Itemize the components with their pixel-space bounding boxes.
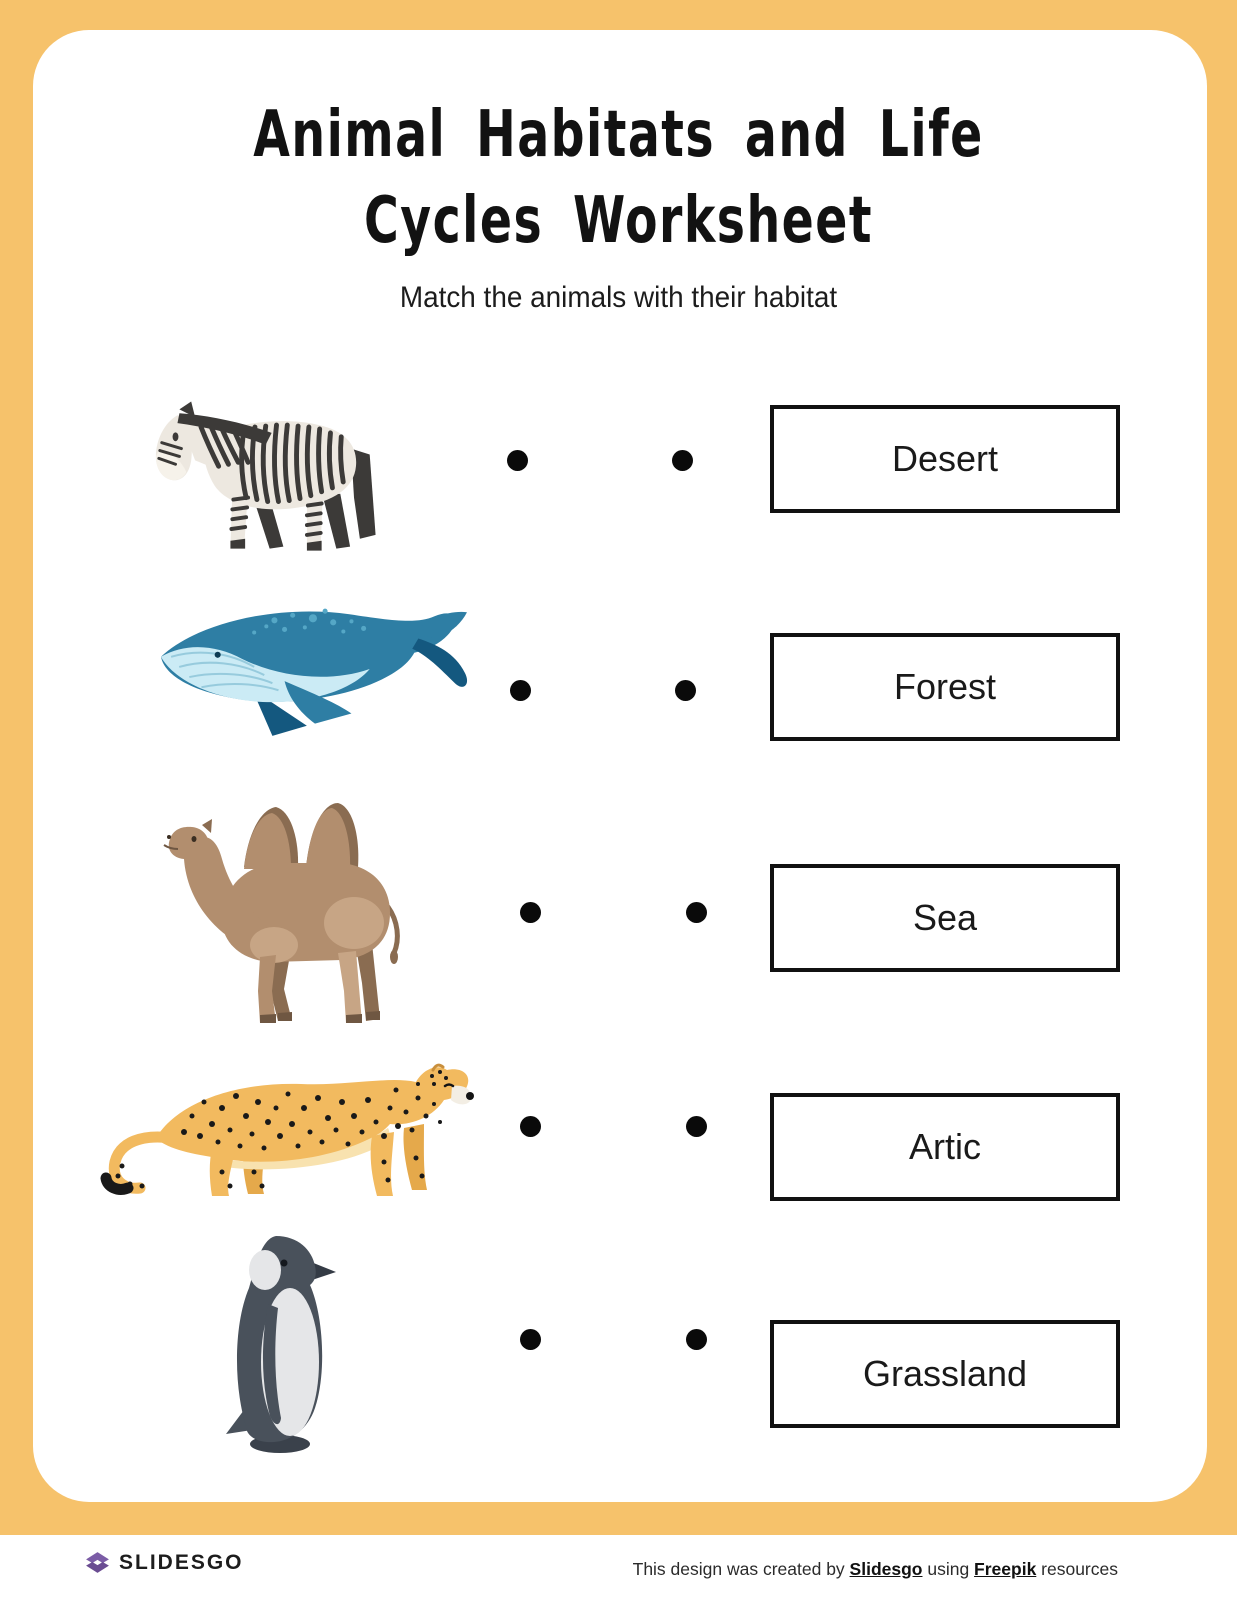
zebra-illustration[interactable] <box>150 398 405 558</box>
habitat-label: Sea <box>912 897 978 938</box>
cheetah-illustration[interactable] <box>96 1040 476 1205</box>
match-dot-habitat-3[interactable] <box>686 902 707 923</box>
slidesgo-link[interactable]: Slidesgo <box>849 1559 923 1579</box>
habitat-box-forest[interactable] <box>770 633 1120 741</box>
slidesgo-logo-text: SLIDESGO <box>119 1550 244 1574</box>
match-dot-animal-3[interactable] <box>520 902 541 923</box>
habitat-box-grassland[interactable] <box>770 1320 1120 1428</box>
habitat-label: Artic <box>909 1126 981 1167</box>
match-dot-animal-4[interactable] <box>520 1116 541 1137</box>
title-line-1: Animal Habitats and Life <box>253 98 984 172</box>
freepik-link[interactable]: Freepik <box>974 1559 1037 1579</box>
habitat-label: Desert <box>891 438 999 479</box>
whale-illustration[interactable] <box>152 596 482 748</box>
worksheet-subtitle: Match the animals with their habitat <box>399 281 838 314</box>
slidesgo-logo[interactable] <box>84 1549 244 1576</box>
credit-suffix: resources <box>1036 1559 1118 1579</box>
habitat-box-sea[interactable] <box>770 864 1120 972</box>
credit-prefix: This design was created by <box>632 1559 850 1579</box>
match-dot-animal-5[interactable] <box>520 1329 541 1350</box>
slidesgo-s-icon <box>84 1549 111 1576</box>
match-dot-habitat-4[interactable] <box>686 1116 707 1137</box>
penguin-illustration[interactable] <box>222 1230 337 1458</box>
match-dot-animal-2[interactable] <box>510 680 531 701</box>
title-line-2: Cycles Worksheet <box>364 184 873 258</box>
habitat-label: Grassland <box>862 1353 1028 1394</box>
match-dot-habitat-2[interactable] <box>675 680 696 701</box>
match-dot-habitat-5[interactable] <box>686 1329 707 1350</box>
camel-illustration[interactable] <box>158 795 408 1027</box>
habitat-box-desert[interactable] <box>770 405 1120 513</box>
habitat-label: Forest <box>893 666 997 707</box>
credit-middle: using <box>922 1559 975 1579</box>
match-dot-habitat-1[interactable] <box>672 450 693 471</box>
habitat-box-artic[interactable] <box>770 1093 1120 1201</box>
worksheet-title <box>0 92 1237 264</box>
match-dot-animal-1[interactable] <box>507 450 528 471</box>
footer-credit <box>633 1559 1118 1580</box>
